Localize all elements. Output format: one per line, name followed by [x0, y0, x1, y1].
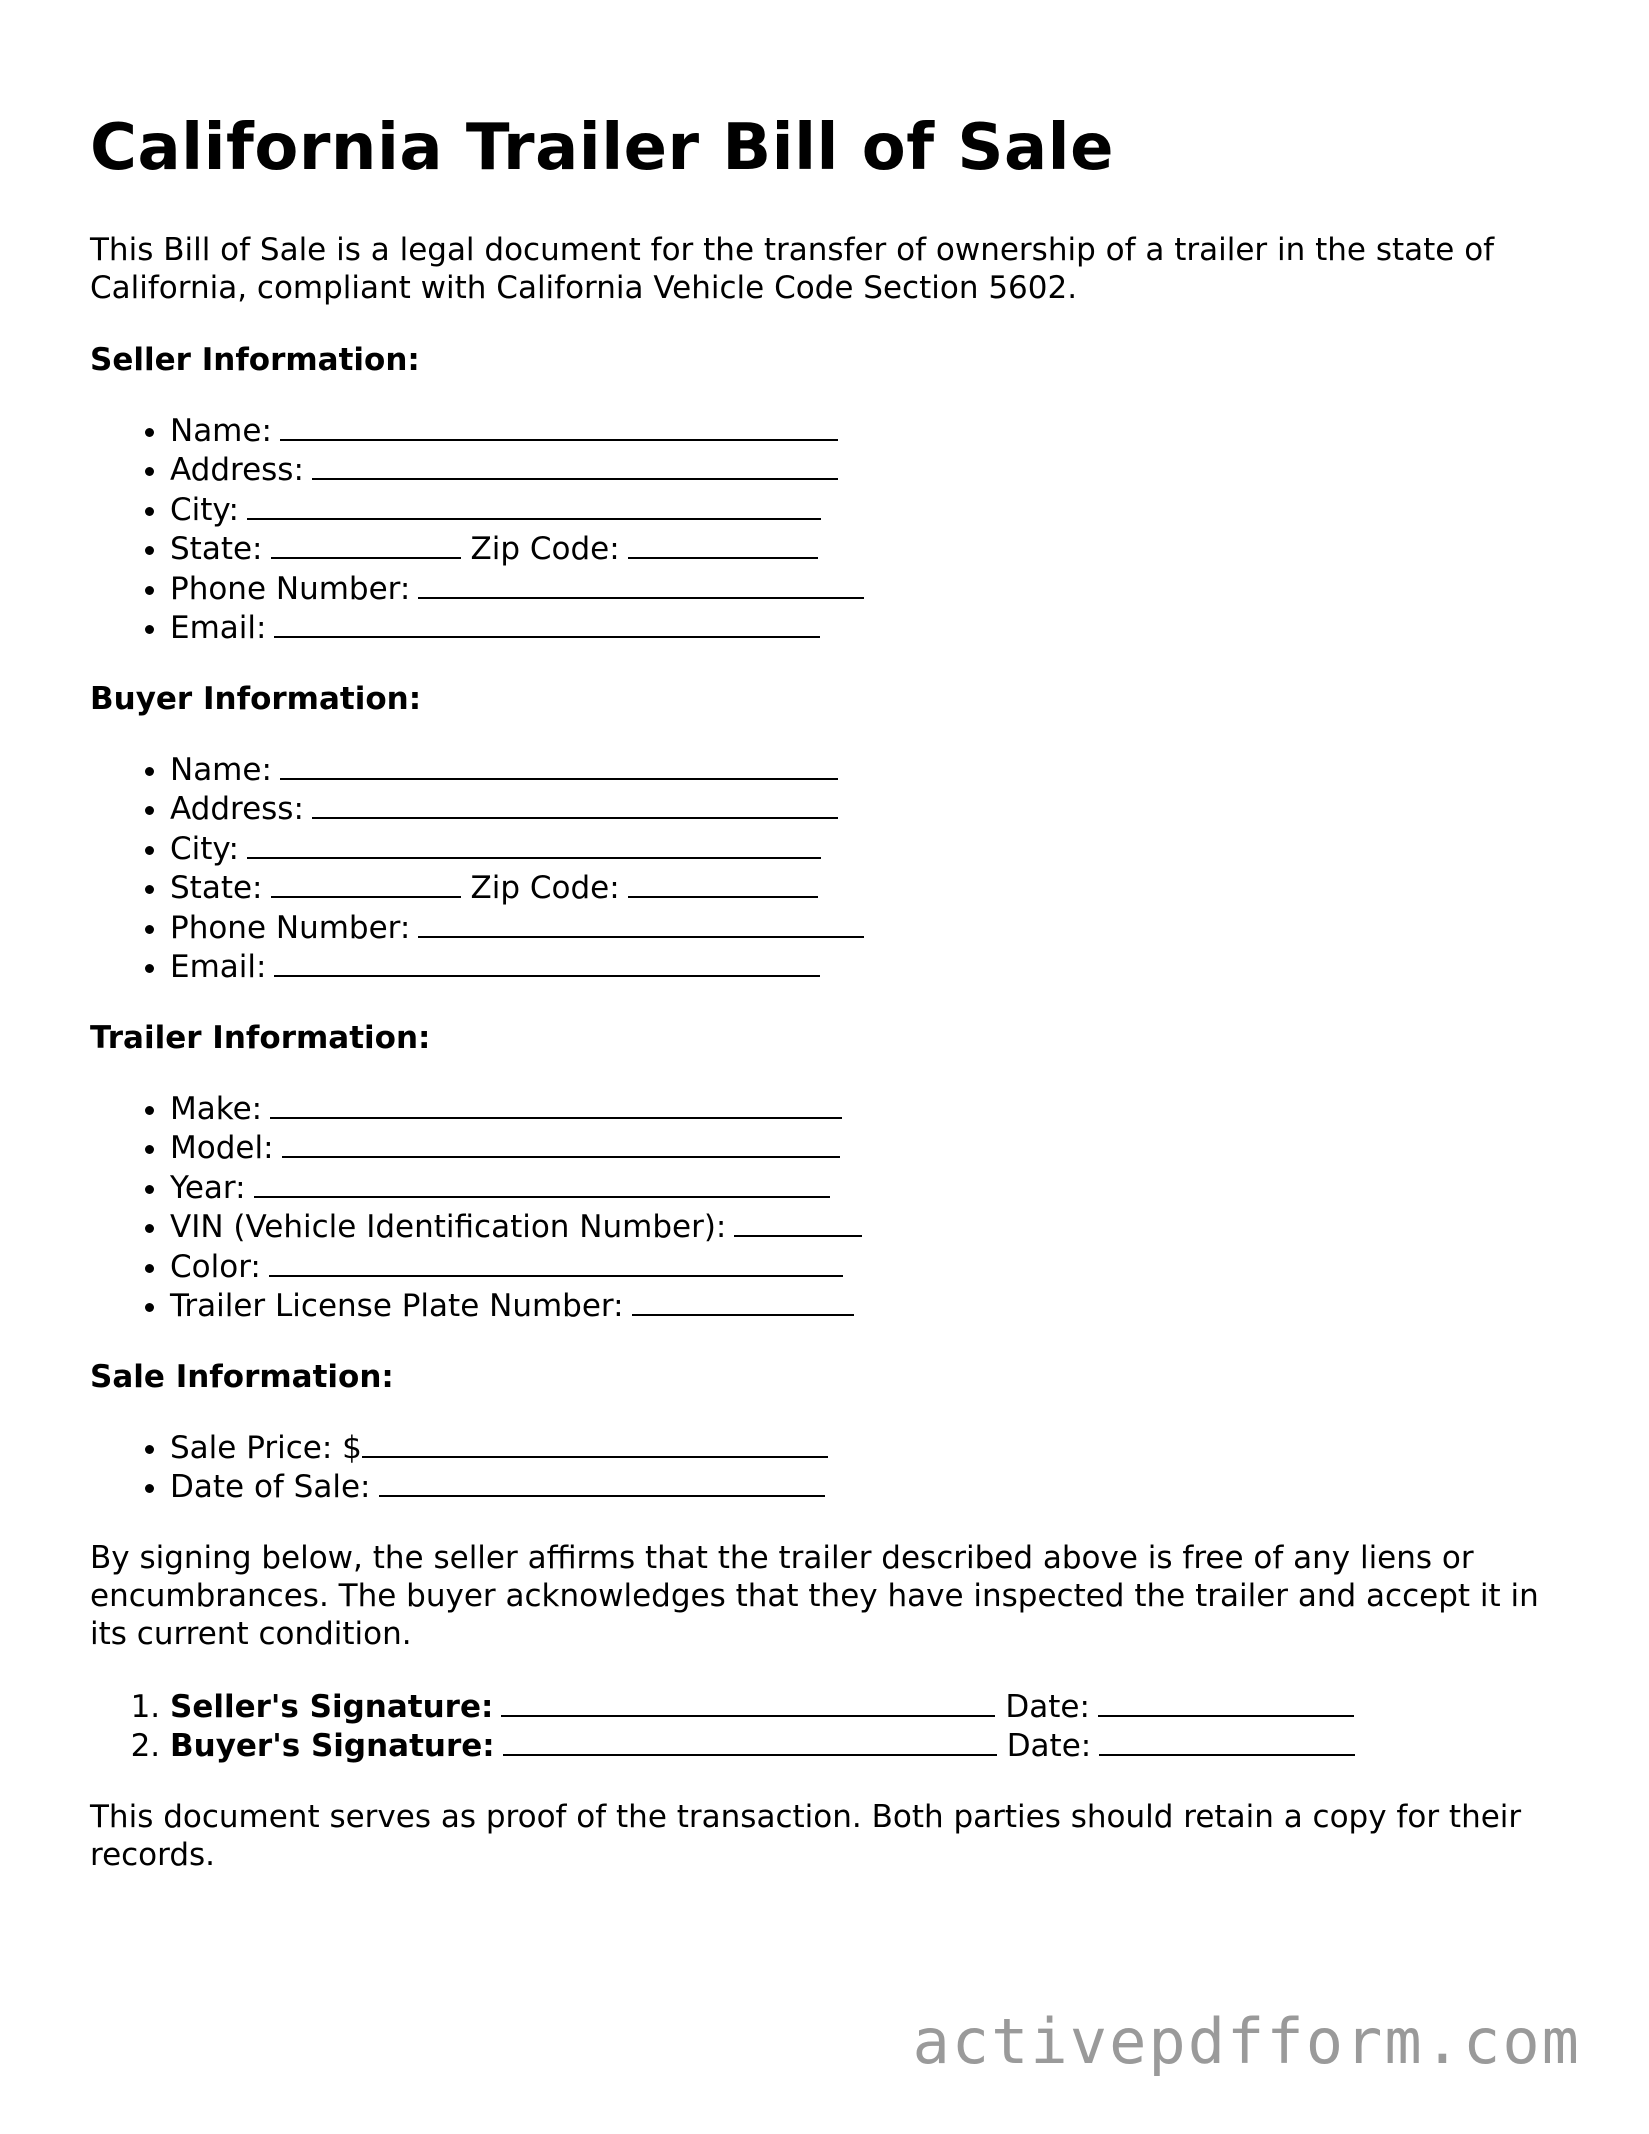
buyer-date-blank[interactable] [1099, 1726, 1355, 1756]
seller-signature-label: Seller's Signature: [170, 1688, 494, 1725]
buyer-signature-blank[interactable] [503, 1726, 997, 1756]
trailer-vin-field [170, 1207, 1580, 1247]
document-title: California Trailer Bill of Sale [90, 111, 1114, 185]
trailer-make-label: Make: [170, 1090, 263, 1127]
buyer-state-blank[interactable] [271, 868, 461, 898]
seller-state-label: State: [170, 531, 263, 568]
buyer-signature-line [170, 1726, 1580, 1766]
trailer-section-heading: Trailer Information: [90, 1019, 431, 1056]
buyer-name-label: Name: [170, 751, 272, 788]
trailer-vin-label: VIN (Vehicle Identification Number): [170, 1209, 727, 1246]
seller-zip-label: Zip Code: [470, 531, 620, 568]
trailer-year-field [170, 1168, 1580, 1208]
sale-price-field [170, 1428, 1580, 1468]
seller-phone-label: Phone Number: [170, 570, 411, 607]
trailer-make-blank[interactable] [270, 1089, 842, 1119]
buyer-state-label: State: [170, 870, 263, 907]
sale-date-field [170, 1467, 1580, 1507]
trailer-make-field [170, 1089, 1580, 1129]
seller-date-label: Date: [1005, 1688, 1090, 1725]
sale-price-blank[interactable] [362, 1428, 828, 1458]
seller-zip-blank[interactable] [628, 529, 818, 559]
sale-fields-list [90, 1428, 1580, 1507]
buyer-phone-field [170, 908, 1580, 948]
seller-name-blank[interactable] [280, 411, 838, 441]
trailer-plate-field [170, 1286, 1580, 1326]
buyer-city-field [170, 829, 1580, 869]
sale-price-label: Sale Price: $ [170, 1429, 362, 1466]
buyer-email-blank[interactable] [274, 947, 820, 977]
watermark: activepdfform.com [912, 2005, 1581, 2078]
buyer-signature-label: Buyer's Signature: [170, 1728, 495, 1765]
seller-state-zip-field [170, 529, 1580, 569]
intro-paragraph: This Bill of Sale is a legal document for the transfer of ownership of a trailer in the state of California, compliant with California Vehicle Code Section 5602. [90, 231, 1495, 306]
trailer-color-label: Color: [170, 1248, 261, 1285]
buyer-name-field [170, 750, 1580, 790]
closing-paragraph: This document serves as proof of the transaction. Both parties should retain a copy for their records. [90, 1798, 1522, 1873]
buyer-city-label: City: [170, 830, 239, 867]
buyer-city-blank[interactable] [247, 829, 821, 859]
seller-fields-list [90, 411, 1580, 648]
trailer-color-blank[interactable] [269, 1247, 843, 1277]
buyer-email-label: Email: [170, 949, 267, 986]
trailer-vin-blank[interactable] [734, 1207, 862, 1237]
trailer-year-blank[interactable] [254, 1168, 830, 1198]
seller-section-heading: Seller Information: [90, 341, 420, 378]
buyer-section-heading: Buyer Information: [90, 680, 422, 717]
buyer-phone-blank[interactable] [418, 908, 864, 938]
seller-city-label: City: [170, 491, 239, 528]
trailer-fields-list [90, 1089, 1580, 1326]
buyer-name-blank[interactable] [280, 750, 838, 780]
buyer-phone-label: Phone Number: [170, 909, 411, 946]
affirmation-paragraph: By signing below, the seller affirms that the trailer described above is free of any liens or encumbrances. The buyer acknowledges that they have inspected the trailer and accept it in its current condition. [90, 1539, 1539, 1652]
buyer-zip-label: Zip Code: [470, 870, 620, 907]
seller-address-blank[interactable] [312, 450, 838, 480]
buyer-fields-list [90, 750, 1580, 987]
seller-email-label: Email: [170, 610, 267, 647]
sale-section-heading: Sale Information: [90, 1358, 394, 1395]
seller-address-field [170, 450, 1580, 490]
buyer-address-field [170, 789, 1580, 829]
trailer-model-label: Model: [170, 1130, 274, 1167]
seller-name-label: Name: [170, 412, 272, 449]
seller-city-blank[interactable] [247, 490, 821, 520]
buyer-address-label: Address: [170, 791, 304, 828]
buyer-state-zip-field [170, 868, 1580, 908]
seller-phone-blank[interactable] [418, 569, 864, 599]
buyer-zip-blank[interactable] [628, 868, 818, 898]
seller-date-blank[interactable] [1098, 1687, 1354, 1717]
trailer-plate-blank[interactable] [632, 1286, 854, 1316]
seller-email-blank[interactable] [274, 608, 820, 638]
trailer-year-label: Year: [170, 1169, 246, 1206]
sale-date-blank[interactable] [379, 1467, 825, 1497]
trailer-color-field [170, 1247, 1580, 1287]
seller-email-field [170, 608, 1580, 648]
signature-list [90, 1687, 1580, 1766]
trailer-model-blank[interactable] [282, 1128, 840, 1158]
sale-date-label: Date of Sale: [170, 1469, 371, 1506]
seller-address-label: Address: [170, 452, 304, 489]
seller-phone-field [170, 569, 1580, 609]
buyer-address-blank[interactable] [312, 789, 838, 819]
seller-state-blank[interactable] [271, 529, 461, 559]
seller-name-field [170, 411, 1580, 451]
buyer-email-field [170, 947, 1580, 987]
seller-city-field [170, 490, 1580, 530]
trailer-plate-label: Trailer License Plate Number: [170, 1288, 624, 1325]
trailer-model-field [170, 1128, 1580, 1168]
seller-signature-line [170, 1687, 1580, 1727]
buyer-date-label: Date: [1006, 1728, 1092, 1765]
document-page [90, 110, 1580, 1908]
seller-signature-blank[interactable] [501, 1687, 995, 1717]
